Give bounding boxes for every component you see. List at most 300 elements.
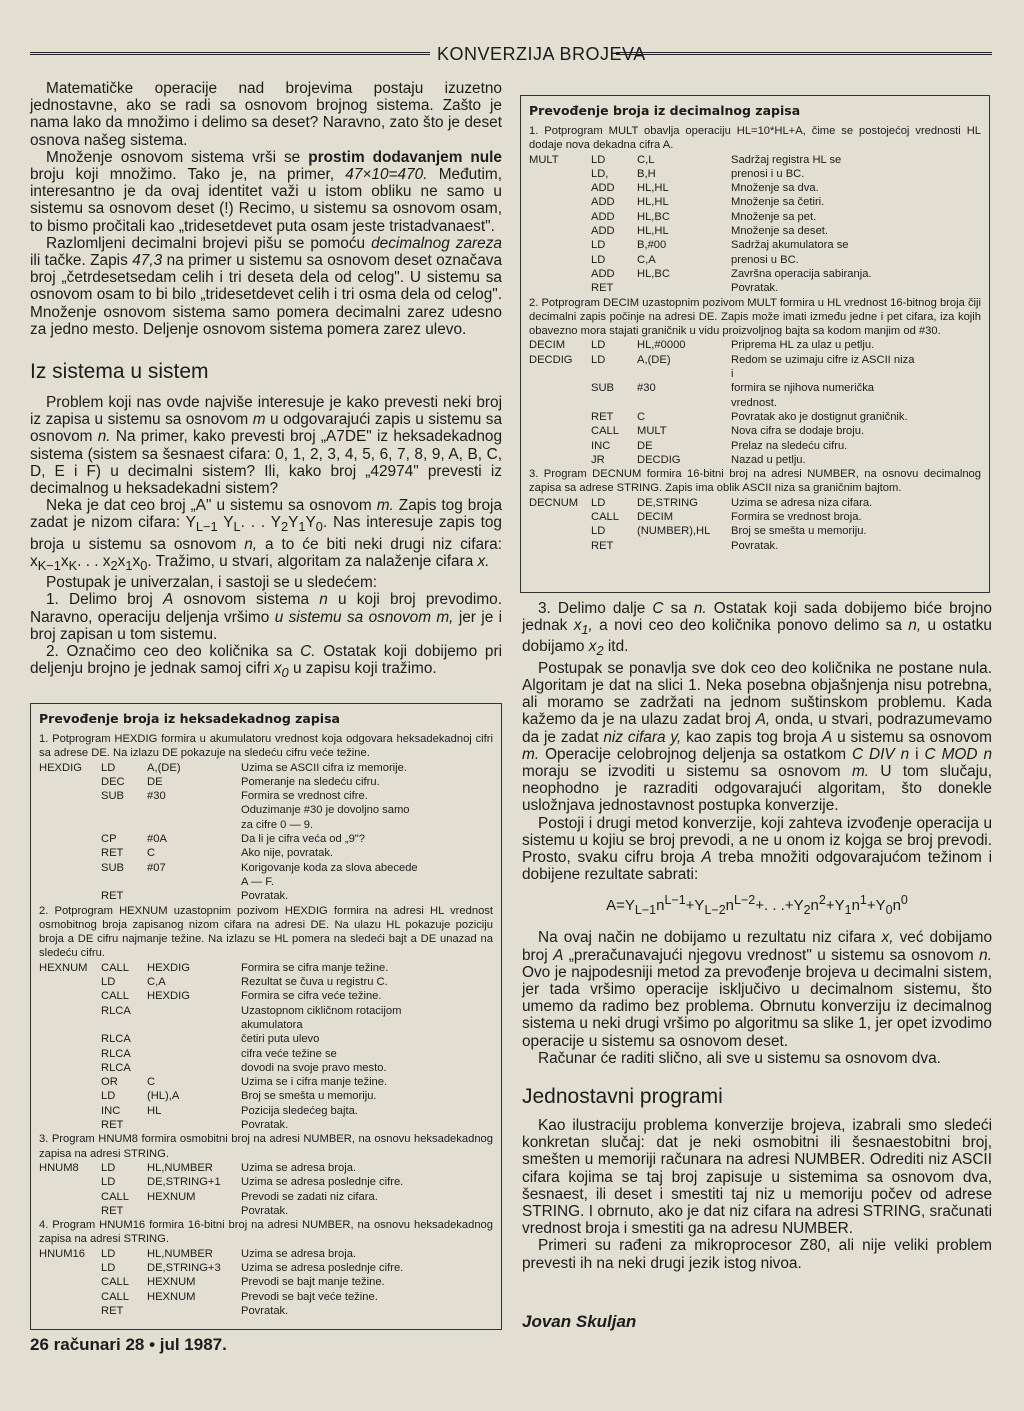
code-comment: Ako nije, povratak. <box>241 847 334 860</box>
code-label <box>39 1275 101 1289</box>
code-operand: C,A <box>147 976 166 989</box>
code-line <box>529 524 872 538</box>
code-opcode <box>101 803 147 817</box>
code-opcode: CALL <box>591 511 619 524</box>
code-label <box>39 1075 101 1089</box>
text: treba množiti odgovarajućom težinom i dobijene rezultate sabrati: <box>522 849 993 884</box>
code-operand: MULT <box>637 425 667 438</box>
code-line <box>529 224 872 238</box>
text: kao zapis tog broja <box>686 728 818 746</box>
text: Problem koji nas ovde najviše interesuje je kako prevesti neki broj iz zapisa u sistemu sa osnovom <box>30 394 502 429</box>
code-line <box>39 989 401 1003</box>
code-opcode: RLCA <box>101 1047 131 1060</box>
code-label <box>529 424 591 438</box>
paragraph <box>522 1237 992 1271</box>
author-signature: Jovan Skuljan <box>522 1312 637 1331</box>
text: u zapisu koji tražimo. <box>292 660 437 678</box>
code-comment: Prevodi se bajt veće težine. <box>241 1290 378 1303</box>
code-label <box>529 439 591 453</box>
code-line <box>39 1247 403 1261</box>
code-comment: dovodi na svoje pravo mesto. <box>241 1061 387 1074</box>
code-opcode: ADD <box>591 225 615 238</box>
code-label <box>529 181 591 195</box>
code-operand: DECDIG <box>637 453 681 466</box>
paragraph <box>30 235 502 338</box>
code-label <box>39 1204 101 1218</box>
code-operand <box>147 803 241 817</box>
code-label <box>39 975 101 989</box>
code-label: MULT <box>529 153 559 166</box>
code-opcode <box>591 396 637 410</box>
text-italic: decimalnog zareza <box>371 234 502 252</box>
code-opcode <box>101 1018 147 1032</box>
code-label: HEXDIG <box>39 761 82 774</box>
code-label <box>39 775 101 789</box>
code-comment: Povratak. <box>241 1204 289 1217</box>
paragraph: 3. Delimo dalje C sa n. Ostatak koji sada dobijemo biće brojno jednak $x_1$, a novi ceo deo količnika ponovo delimo sa n, u ostatku dobijamo $x_2$ itd. <box>522 600 992 659</box>
code-label: HNUM8 <box>39 1161 79 1174</box>
code-opcode: SUB <box>101 790 125 803</box>
code-label <box>39 1061 101 1075</box>
code-label: HNUM16 <box>39 1247 86 1260</box>
code-comment: Nova cifra se dodaje broju. <box>731 425 865 438</box>
code-label <box>39 861 101 875</box>
code-opcode: LD <box>591 153 606 166</box>
code-opcode <box>101 818 147 832</box>
code-line <box>39 775 418 789</box>
text-italic: niz cifara y, <box>603 728 682 746</box>
code-opcode: RLCA <box>101 1033 131 1046</box>
box-item: 2. Potprogram DECIM uzastopnim pozivom MULT formira u HL vrednost 16-bitnog broja čiji decimalni zapis počinje na adresi DE. Zapis može imati između jedne i pet cifara, iza kojih obavezno mora stajati graničnik u vidu proizvoljnog bajta sa kodom manjim od #30. <box>529 296 981 338</box>
code-operand: #07 <box>147 861 166 874</box>
code-operand <box>147 1032 241 1046</box>
code-operand <box>147 889 241 903</box>
code-line <box>39 1075 401 1089</box>
code-operand <box>147 818 241 832</box>
code-opcode: ADD <box>591 196 615 209</box>
code-operand: A,(DE) <box>147 761 181 774</box>
page-footer: 26 računari 28 • jul 1987. <box>30 1335 227 1354</box>
code-operand: HL,BC <box>637 210 670 223</box>
code-comment: Sadržaj registra HL se <box>731 153 842 166</box>
code-line <box>529 253 872 267</box>
code-operand <box>147 1118 241 1132</box>
code-opcode: ADD <box>591 182 615 195</box>
code-opcode: RET <box>101 1304 124 1317</box>
text-italic: x, <box>881 929 894 947</box>
code-comment: Prevodi se zadati niz cifara. <box>241 1190 378 1203</box>
code-operand: HEXNUM <box>147 1290 196 1303</box>
code-operand: HL,#0000 <box>637 339 686 352</box>
code-opcode: SUB <box>101 861 125 874</box>
code-opcode: RLCA <box>101 1004 131 1017</box>
code-label: HEXNUM <box>39 961 88 974</box>
code-operand: HEXNUM <box>147 1190 196 1203</box>
text: Ostatak koji sada dobijemo biće brojno jednak <box>522 600 992 635</box>
code-operand: B,#00 <box>637 239 667 252</box>
code-opcode: RLCA <box>101 1061 131 1074</box>
text-italic: A <box>553 946 564 964</box>
code-comment: Formira se cifra manje težine. <box>241 961 389 974</box>
code-opcode: RET <box>591 539 614 552</box>
code-operand <box>637 396 731 410</box>
code-opcode: LD <box>101 1176 116 1189</box>
code-operand: DECIM <box>637 511 674 524</box>
code-comment: Prelaz na sledeću cifru. <box>731 439 848 452</box>
code-opcode: INC <box>591 439 611 452</box>
code-label <box>529 195 591 209</box>
code-table <box>529 496 872 553</box>
code-operand: #0A <box>147 833 167 846</box>
code-opcode: INC <box>101 1104 121 1117</box>
code-line <box>39 1290 403 1304</box>
box-item: 1. Potprogram MULT obavlja operaciju HL=10*HL+A, čime se postojećoj vrednosti HL dodaje nova dekadna cifra A. <box>529 125 981 152</box>
code-opcode: LD <box>101 1261 116 1274</box>
code-opcode: RET <box>101 890 124 903</box>
code-comment: Množenje sa pet. <box>731 210 817 223</box>
section-title: KONVERZIJA BROJEVA <box>437 44 646 64</box>
code-line <box>39 1004 401 1018</box>
text-italic: C MOD n <box>924 745 992 763</box>
code-opcode: ADD <box>591 267 615 280</box>
code-comment: Korigovanje koda za slova abecede <box>241 861 418 874</box>
code-label <box>39 1004 101 1018</box>
code-opcode <box>101 875 147 889</box>
code-comment: Broj se smešta u memoriju. <box>731 525 867 538</box>
code-comment: vrednost. <box>731 396 778 409</box>
code-comment: Uzima se adresa broja. <box>241 1247 357 1260</box>
code-operand: (NUMBER),HL <box>637 525 711 538</box>
code-opcode: RET <box>101 847 124 860</box>
text: Međutim, interesantno je da ovaj identitet važi u istom obliku ne samo u sistemu sa osnovom deset (!) Recimo, u sistemu sa osnovom osam, to bismo pročitali kao „tridesetdevet puta osam jeste tristadvanaest". <box>30 166 502 235</box>
code-line <box>39 1204 403 1218</box>
code-line <box>39 1104 401 1118</box>
code-opcode: RET <box>591 282 614 295</box>
code-label <box>39 1175 101 1189</box>
code-label: DECIM <box>529 339 566 352</box>
code-label <box>39 1118 101 1132</box>
code-label <box>39 1104 101 1118</box>
text: U tom slučaju, neophodno je razraditi odgovarajući algoritam, što donekle usložnjava jednostavnost postupka konverzije. <box>522 762 992 815</box>
text: Nas interesuje zapis tog broja u sistemu sa osnovom <box>30 514 502 553</box>
text-bold: prostim dodavanjem nule <box>308 148 502 166</box>
code-comment: Formira se vrednost broja. <box>731 511 862 524</box>
code-comment: Povratak. <box>731 282 779 295</box>
code-operand: HL,HL <box>637 182 669 195</box>
code-label <box>529 524 591 538</box>
text-italic: m. <box>851 762 870 780</box>
code-opcode: JR <box>591 453 605 466</box>
header-rule-left <box>30 52 430 55</box>
text-italic: m. <box>376 497 394 515</box>
code-comment: Uzima se adresa niza cifara. <box>731 496 873 509</box>
code-comment: Uzima se adresa poslednje cifre. <box>241 1176 404 1189</box>
text: onda, u stvari, podrazumevamo da je zadat <box>522 711 992 746</box>
code-opcode: LD <box>101 976 116 989</box>
box-item: 2. Potprogram HEXNUM uzastopnim pozivom HEXDIG formira na adresi HL vrednost osmobitnog broja zapisanog nizom cifara na adresi DE. Na ulazu HL pokazuje poziciju broja a DE cifru najmanje težine. Na izlazu se HL pomera na sledeći bajt a DE unazad na sledeću cifru. <box>39 904 493 960</box>
code-line <box>529 439 914 453</box>
code-label <box>529 253 591 267</box>
code-line <box>39 1061 401 1075</box>
code-operand <box>637 281 731 295</box>
code-line <box>529 353 914 367</box>
code-opcode: LD <box>591 525 606 538</box>
code-operand: HEXDIG <box>147 961 190 974</box>
code-line <box>39 818 418 832</box>
code-line <box>39 1190 403 1204</box>
box-body <box>39 732 493 1318</box>
text-italic: n <box>319 591 328 609</box>
code-line <box>39 1161 403 1175</box>
text: ili tačke. Zapis <box>30 252 128 270</box>
text: moraju se izvoditi u sistemu sa osnovom <box>522 762 841 780</box>
code-line <box>529 453 914 467</box>
code-comment: Povratak. <box>241 1304 289 1317</box>
code-table <box>39 961 401 1133</box>
text: 3. Delimo dalje <box>538 600 646 617</box>
code-label <box>39 818 101 832</box>
box-item: 3. Program DECNUM formira 16-bitni broj na adresi NUMBER, na osnovu decimalnog zapisa sa adrese STRING. Zapis ima oblik ASCII niza sa graničnim bajtom. <box>529 468 981 495</box>
code-comment: prenosi u BC. <box>731 253 799 266</box>
code-operand: C <box>637 410 646 423</box>
code-comment: Da li je cifra veća od „9"? <box>241 833 365 846</box>
code-operand: C <box>147 1076 156 1089</box>
text: u koji broj prevodimo. Naravno, operaciju deljenja vršimo <box>30 591 502 626</box>
code-operand: DE <box>637 439 653 452</box>
code-label: DECNUM <box>529 496 579 509</box>
box-title: Prevođenje broja iz decimalnog zapisa <box>529 103 801 118</box>
code-line <box>39 975 401 989</box>
text-italic: 47×10=470. <box>345 166 428 184</box>
text: Neka je dat ceo broj „A" u sistemu sa osnovom <box>46 497 372 515</box>
code-operand: HL,BC <box>637 267 670 280</box>
text-italic: C DIV n <box>851 745 910 763</box>
code-line <box>529 338 914 352</box>
code-comment: Množenje sa dva. <box>731 182 819 195</box>
code-opcode: CALL <box>101 990 129 1003</box>
code-label <box>529 539 591 553</box>
text: osnovom sistema <box>183 591 310 609</box>
text: u sistemu sa osnovom <box>837 728 992 746</box>
code-line <box>39 846 418 860</box>
code-opcode: LD <box>591 239 606 252</box>
text: već dobijamo broj <box>522 929 993 964</box>
code-comment: Povratak. <box>241 1119 289 1132</box>
code-opcode: ADD <box>591 210 615 223</box>
text: itd. <box>607 638 629 656</box>
code-label <box>529 396 591 410</box>
code-label <box>529 381 591 395</box>
code-line <box>39 861 418 875</box>
code-label <box>39 1047 101 1061</box>
code-label <box>39 1032 101 1046</box>
box-item: 4. Program HNUM16 formira 16-bitni broj na adresi NUMBER, na osnovu heksadekadnog zapisa na adresi STRING. <box>39 1219 493 1246</box>
code-label <box>529 210 591 224</box>
text: Operacije celobrojnog deljenja sa ostatkom <box>545 745 847 763</box>
code-operand <box>637 539 731 553</box>
code-comment: Pozicija sledećeg bajta. <box>241 1104 358 1117</box>
paragraph <box>522 1050 992 1067</box>
code-line <box>39 961 401 975</box>
code-line <box>39 1175 403 1189</box>
code-opcode: CALL <box>591 425 619 438</box>
code-label <box>529 410 591 424</box>
code-comment: Priprema HL za ulaz u petlju. <box>731 339 875 352</box>
text: 2. Označimo ceo deo količnika sa <box>46 643 293 661</box>
code-label <box>39 875 101 889</box>
code-line <box>529 510 872 524</box>
code-label <box>39 1190 101 1204</box>
code-line <box>39 832 418 846</box>
code-line <box>39 1089 401 1103</box>
code-label <box>39 1261 101 1275</box>
code-line <box>529 167 872 181</box>
code-table <box>529 153 872 296</box>
paragraph <box>30 591 502 643</box>
code-operand: HL,NUMBER <box>147 1161 213 1174</box>
code-comment: Završna operacija sabiranja. <box>731 267 872 280</box>
code-opcode: LD <box>101 761 116 774</box>
code-label <box>39 1089 101 1103</box>
code-opcode <box>591 367 637 381</box>
code-label: DECDIG <box>529 353 573 366</box>
code-operand: #30 <box>637 382 656 395</box>
code-line <box>529 238 872 252</box>
text: Postoji i drugi metod konverzije, koji zahteva izvođenje operacija u sistemu u kojiu se broj prevodi, a ne u onom iz kojga se broj prevodi. Prosto, svaku cifru broja <box>522 814 992 866</box>
paragraph <box>30 394 502 497</box>
code-opcode: RET <box>101 1204 124 1217</box>
code-operand: C,L <box>637 153 655 166</box>
code-line <box>39 1018 401 1032</box>
right-column <box>522 600 992 1272</box>
text-italic: n, <box>908 617 922 635</box>
weight-sum-formula: $A=Y_{L-1}n^{L-1}+Y_{L-2}n^{L-2}+$. . $.+Y_2n^2+Y_1n^1+Y_0n^0$ <box>606 893 908 918</box>
code-opcode: LD, <box>591 167 609 180</box>
text: u ostatku dobijamo <box>522 617 992 656</box>
code-line <box>39 1032 401 1046</box>
code-label <box>529 453 591 467</box>
left-column <box>30 80 502 682</box>
code-comment: Sadržaj akumulatora se <box>731 239 849 252</box>
code-comment: Uzima se ASCII cifra iz memorije. <box>241 761 407 774</box>
code-operand: B,H <box>637 167 656 180</box>
text-italic: m <box>252 411 266 429</box>
code-comment: Formira se cifra veće težine. <box>241 990 382 1003</box>
code-line <box>39 1118 401 1132</box>
code-label <box>39 1018 101 1032</box>
paragraph <box>522 815 992 884</box>
code-comment: Uzima se adresa poslednje cifre. <box>241 1261 404 1274</box>
code-line <box>529 181 872 195</box>
code-line <box>39 889 418 903</box>
text: Na ovaj način ne dobijamo u rezultatu niz cifara <box>538 929 876 947</box>
code-line <box>529 539 872 553</box>
text: Ostatak koji dobijemo pri deljenju brojno je jednak samoj cifri <box>30 643 502 678</box>
code-label <box>529 367 591 381</box>
code-comment: Rezultat se čuva u registru C. <box>241 976 388 989</box>
code-comment: Nazad u petlju. <box>731 453 806 466</box>
code-label <box>529 224 591 238</box>
code-line <box>529 410 914 424</box>
code-opcode: RET <box>101 1119 124 1132</box>
code-opcode: LD <box>101 1090 116 1103</box>
box-item: 1. Potprogram HEXDIG formira u akumulatoru vrednost koja odgovara heksadekadnoj cifri sa adrese DE. Na izlazu DE pokazuje na sledeću cifru veće težine. <box>39 733 493 760</box>
text: 1. Delimo broj <box>46 591 153 609</box>
text-italic: n. <box>97 428 111 446</box>
text: Tražimo, u stvari, algoritam za nalaženje cifara <box>155 552 474 570</box>
paragraph <box>30 149 502 235</box>
text: broju koji množimo. Tako je, na primer, <box>30 166 335 184</box>
code-operand <box>147 1004 241 1018</box>
text: Matematičke operacije nad brojevima postaju izuzetno jednostavne, ako se radi sa osnovom brojnog sistema. Zašto je nama lako da množimo i delimo sa deset? Naravno, zato što je deset osnova našeg sistema. <box>30 80 502 149</box>
code-line <box>529 281 872 295</box>
code-label <box>39 803 101 817</box>
text-italic: A, <box>755 711 771 729</box>
code-operand: DE <box>147 775 163 788</box>
code-comment: Pomeranje na sledeću cifru. <box>241 775 380 788</box>
code-opcode: LD <box>591 339 606 352</box>
code-box-hex <box>30 703 502 1330</box>
text-italic: C. <box>300 643 316 661</box>
text: Razlomljeni decimalni brojevi pišu se pomoću <box>46 234 366 252</box>
text: a to će biti neki drugi niz cifara: <box>265 535 502 553</box>
code-operand: C,A <box>637 253 656 266</box>
code-comment: Povratak ako je dostignut graničnik. <box>731 410 908 423</box>
paragraph <box>30 80 502 149</box>
code-operand: HL <box>147 1104 162 1117</box>
code-opcode: CP <box>101 833 117 846</box>
text-italic: n, <box>244 535 258 553</box>
code-operand <box>147 1018 241 1032</box>
code-box-dec <box>520 95 990 593</box>
code-opcode: RET <box>591 410 614 423</box>
code-opcode: SUB <box>591 382 615 395</box>
code-opcode: LD <box>591 353 606 366</box>
code-operand: #30 <box>147 790 166 803</box>
code-operand <box>637 367 731 381</box>
code-line <box>39 875 418 889</box>
code-label <box>529 510 591 524</box>
text: i <box>915 745 919 763</box>
code-opcode: DEC <box>101 775 125 788</box>
code-table <box>39 1247 403 1318</box>
text: sa <box>670 600 687 617</box>
code-line <box>39 803 418 817</box>
code-comment: prenosi i u BC. <box>731 167 805 180</box>
code-opcode: CALL <box>101 1190 129 1203</box>
code-comment: Povratak. <box>731 539 779 552</box>
code-comment: Redom se uzimaju cifre iz ASCII niza <box>731 353 915 366</box>
text: Primeri su rađeni za mikroprocesor Z80, ali nije veliki problem prevesti ih na neki drugi jezik istog nivoa. <box>522 1237 992 1272</box>
code-opcode: LD <box>101 1161 116 1174</box>
text: a novi ceo deo količnika ponovo delimo sa <box>599 617 902 635</box>
code-line <box>529 267 872 281</box>
code-line <box>529 153 872 167</box>
code-operand <box>147 1061 241 1075</box>
text-italic: A <box>701 849 712 866</box>
code-label <box>39 889 101 903</box>
text: Računar će raditi slično, ali sve u sistemu sa osnovom dva. <box>538 1049 941 1067</box>
text-italic: m. <box>522 745 540 763</box>
section-heading: Iz sistema u sistem <box>30 360 209 384</box>
text: Ovo je najpodesniji metod za prevođenje brojeva u decimalni sistem, jer tada vršimo operacije isključivo u decimalnom sistemu, što umemo da radimo bez problema. Obrnutu konverziju iz decimalnog sistema u neki drugi vršimo po algoritmu sa slike 1, jer opet izvodimo operacije u sistemu sa osnovom deset. <box>522 963 992 1050</box>
code-operand: C <box>147 847 156 860</box>
code-line <box>529 396 914 410</box>
code-table <box>39 1161 403 1218</box>
code-operand <box>147 1204 241 1218</box>
code-operand: DE,STRING <box>637 496 698 509</box>
code-operand: DE,STRING+1 <box>147 1176 221 1189</box>
